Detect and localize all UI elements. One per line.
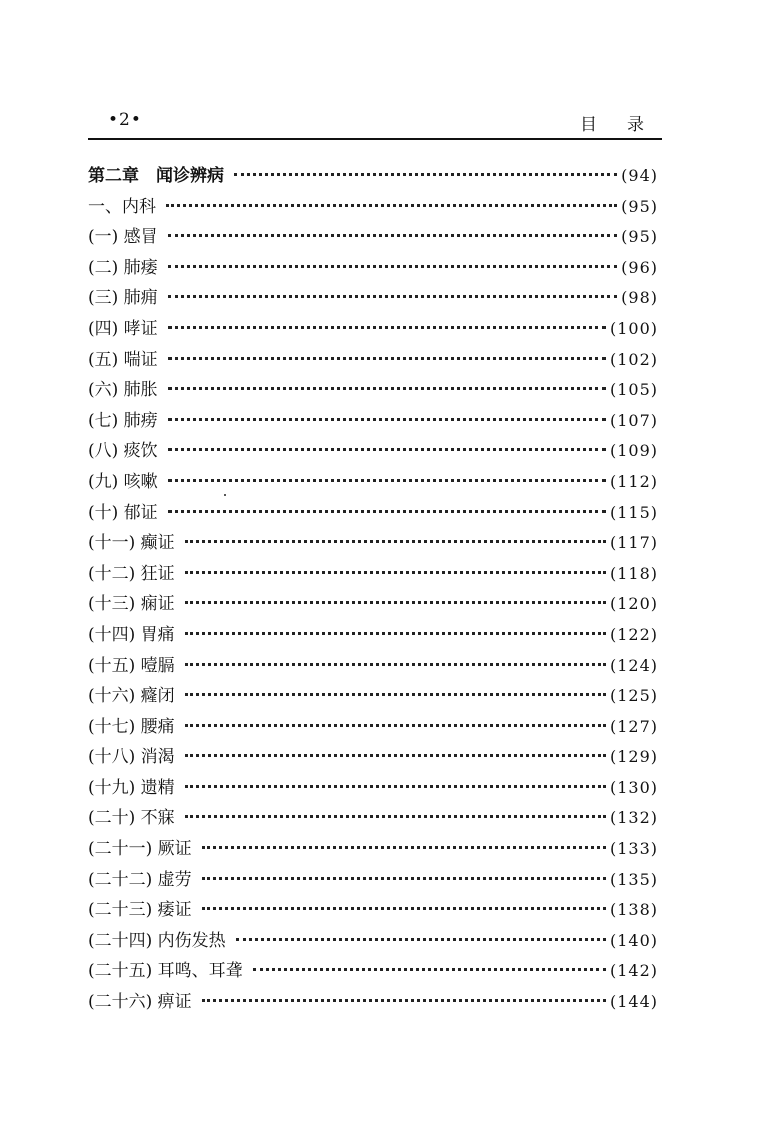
dot-leader [185,753,606,757]
toc-entry-page-number: (109) [609,441,658,461]
toc-entry-label: (八) 痰饮 [88,441,158,462]
dot-leader [185,723,606,727]
toc-entry-label: (十四) 胃痛 [88,624,175,645]
toc-item-entry [88,773,658,804]
toc-entry-label: (十二) 狂证 [88,563,175,584]
toc-item-entry [88,406,658,437]
dot-leader [185,814,606,818]
toc-entry-label: 一、内科 [88,196,156,217]
toc-entry-label: (十六) 癃闭 [88,686,175,707]
toc-entry-label: (三) 肺痈 [88,288,158,309]
toc-item-entry [88,528,658,559]
dot-leader [166,203,617,207]
dot-leader [185,631,606,635]
toc-item-entry [88,987,658,1018]
toc-item-entry [88,865,658,896]
toc-entry-page-number: (118) [609,563,658,583]
toc-entry-page-number: (127) [609,716,658,736]
toc-entry-page-number: (142) [609,961,658,981]
toc-item-entry [88,589,658,620]
toc-entry-page-number: (144) [609,992,658,1012]
toc-entry-page-number: (100) [609,318,658,338]
toc-item-entry [88,742,658,773]
dot-leader [236,937,606,941]
toc-entry-label: (十七) 腰痛 [88,716,175,737]
toc-item-entry [88,436,658,467]
toc-entry-label: (十一) 癫证 [88,533,175,554]
dot-leader [168,356,606,360]
toc-item-entry [88,222,658,253]
toc-entry-page-number: (133) [609,839,658,859]
toc-entry-page-number: (115) [609,502,658,522]
toc-entry-page-number: (95) [621,196,658,216]
toc-entry-page-number: (125) [609,686,658,706]
toc-entry-page-number: (98) [621,288,658,308]
toc-item-entry [88,620,658,651]
toc-item-entry [88,681,658,712]
toc-item-entry [88,498,658,529]
toc-entry-page-number: (124) [609,655,658,675]
toc-entry-page-number: (140) [609,930,658,950]
toc-item-entry [88,345,658,376]
dot-leader [168,447,606,451]
toc-item-entry [88,803,658,834]
table-of-contents [88,161,658,1018]
dot-leader [185,662,606,666]
toc-entry-label: (二十五) 耳鸣、耳聋 [88,961,243,982]
toc-entry-page-number: (120) [609,594,658,614]
print-speck [224,494,226,496]
toc-entry-label: (二) 肺痿 [88,257,158,278]
toc-entry-label: (六) 肺胀 [88,380,158,401]
toc-entry-page-number: (96) [621,257,658,277]
toc-section-entry [88,192,658,223]
toc-entry-page-number: (130) [609,777,658,797]
dot-leader [202,906,606,910]
toc-item-entry [88,467,658,498]
dot-leader [202,876,606,880]
dot-leader [253,967,606,971]
running-title: 目录 [580,115,674,135]
dot-leader [202,845,606,849]
toc-entry-page-number: (132) [609,808,658,828]
toc-item-entry [88,712,658,743]
dot-leader [202,998,606,1002]
toc-entry-page-number: (122) [609,624,658,644]
toc-item-entry [88,314,658,345]
dot-leader [185,784,606,788]
dot-leader [168,386,606,390]
toc-item-entry [88,283,658,314]
toc-item-entry [88,253,658,284]
dot-leader [185,539,606,543]
toc-item-entry [88,559,658,590]
toc-entry-label: (九) 咳嗽 [88,471,158,492]
toc-entry-label: (二十四) 内伤发热 [88,930,226,951]
toc-item-entry [88,651,658,682]
page-header [88,110,674,140]
dot-leader [168,478,606,482]
toc-entry-label: (七) 肺痨 [88,410,158,431]
dot-leader [185,600,606,604]
toc-entry-page-number: (94) [621,166,658,185]
toc-entry-label: (十五) 噎膈 [88,655,175,676]
toc-entry-label: (二十三) 痿证 [88,900,192,921]
dot-leader [168,233,617,237]
page-number: •2• [108,110,142,130]
toc-item-entry [88,926,658,957]
toc-entry-page-number: (105) [609,380,658,400]
toc-entry-page-number: (129) [609,747,658,767]
toc-entry-label: (四) 哮证 [88,318,158,339]
dot-leader [185,692,606,696]
toc-entry-page-number: (135) [609,869,658,889]
toc-entry-label: (十九) 遗精 [88,777,175,798]
toc-chapter-entry [88,161,658,192]
toc-entry-page-number: (102) [609,349,658,369]
dot-leader [168,294,617,298]
dot-leader [168,264,617,268]
dot-leader [234,172,617,176]
toc-entry-label: (二十二) 虚劳 [88,869,192,890]
toc-entry-page-number: (138) [609,900,658,920]
toc-item-entry [88,834,658,865]
toc-entry-page-number: (95) [621,227,658,247]
toc-entry-label: (十三) 痫证 [88,594,175,615]
toc-entry-page-number: (112) [609,471,658,491]
toc-entry-label: (一) 感冒 [88,227,158,248]
toc-entry-page-number: (107) [609,410,658,430]
toc-entry-label: (五) 喘证 [88,349,158,370]
toc-item-entry [88,895,658,926]
dot-leader [168,509,606,513]
toc-entry-page-number: (117) [609,533,658,553]
toc-item-entry [88,375,658,406]
toc-entry-label: (二十) 不寐 [88,808,175,829]
toc-item-entry [88,956,658,987]
toc-entry-label: (二十一) 厥证 [88,839,192,860]
dot-leader [185,570,606,574]
toc-entry-label: (十八) 消渴 [88,747,175,768]
dot-leader [168,417,606,421]
toc-entry-label: 第二章 闻诊辨病 [88,166,224,186]
toc-entry-label: (二十六) 痹证 [88,992,192,1013]
dot-leader [168,325,606,329]
toc-entry-label: (十) 郁证 [88,502,158,523]
